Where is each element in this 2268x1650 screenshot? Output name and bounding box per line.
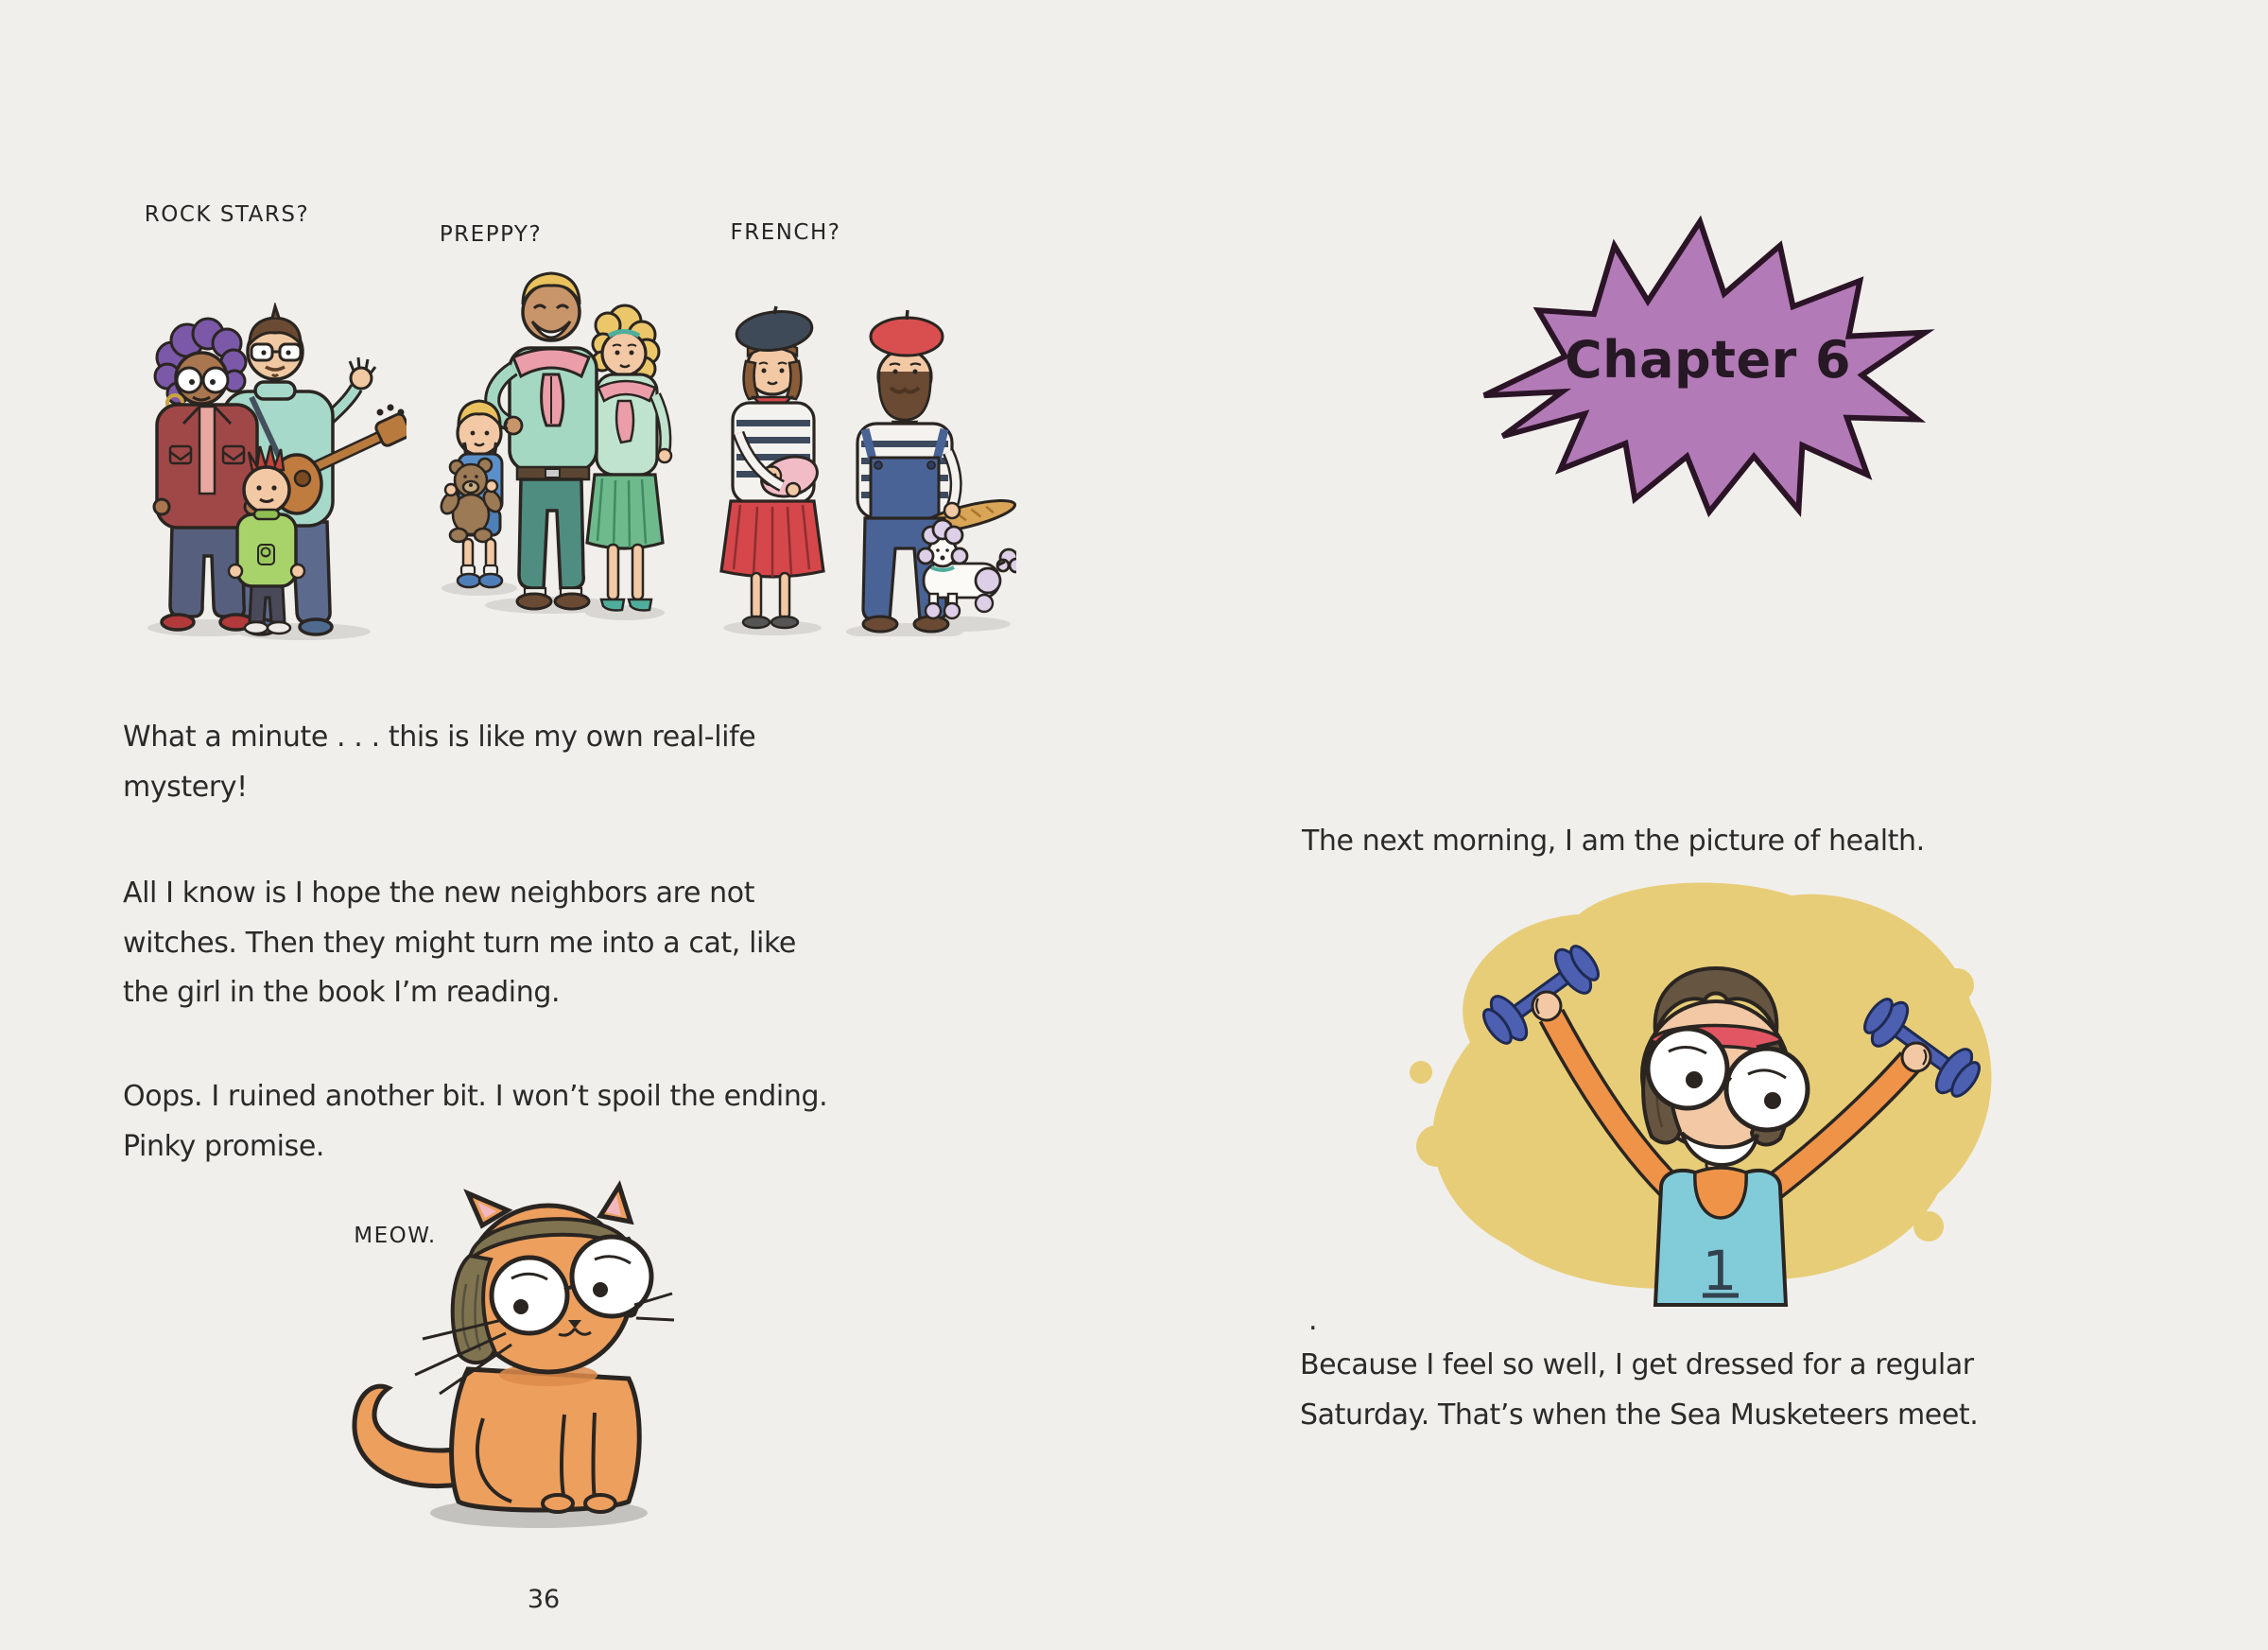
waving-hand bbox=[350, 357, 375, 389]
preppy-family-illustration bbox=[430, 263, 676, 632]
paragraph-3 bbox=[123, 1072, 827, 1172]
caption-preppy: PREPPY? bbox=[439, 222, 543, 247]
paragraph-2-line-2: witches. Then they might turn me into a cat, like bbox=[123, 926, 796, 960]
shirt-pocket bbox=[258, 545, 274, 564]
preppy-kid bbox=[438, 401, 505, 587]
stray-period: . bbox=[1308, 1304, 1318, 1337]
cat-caption-meow: MEOW. bbox=[354, 1224, 437, 1248]
paragraph-1-line-2: mystery! bbox=[123, 770, 248, 804]
paragraph-2-line-3: the girl in the book I’m reading. bbox=[123, 976, 561, 1009]
french-mom bbox=[721, 306, 823, 628]
cat-illustration bbox=[317, 1180, 676, 1539]
paragraph-bottom-line-1: Because I feel so well, I get dressed for a regular bbox=[1300, 1348, 1974, 1381]
rock-star-family-illustration bbox=[123, 303, 407, 643]
cat-eye-left bbox=[492, 1258, 567, 1333]
paragraph-1-line-1: What a minute . . . this is like my own real-life bbox=[123, 721, 756, 754]
paragraph-3-line-1: Oops. I ruined another bit. I won’t spoil the ending. bbox=[123, 1080, 828, 1113]
caption-french: FRENCH? bbox=[730, 220, 841, 245]
chapter-badge-label: Chapter 6 bbox=[1565, 330, 1852, 390]
paragraph-3-line-2: Pinky promise. bbox=[123, 1129, 325, 1163]
exercise-illustration bbox=[1376, 862, 2009, 1307]
preppy-mom bbox=[587, 305, 671, 611]
paragraph-bottom bbox=[1300, 1341, 1978, 1440]
right-page bbox=[1134, 0, 2268, 1650]
glasses-eye-left bbox=[1648, 1029, 1727, 1108]
paragraph-bottom-line-2: Saturday. That’s when the Sea Musketeers meet. bbox=[1300, 1398, 1979, 1432]
paragraph-2-line-1: All I know is I hope the new neighbors are not bbox=[123, 877, 755, 910]
poodle bbox=[918, 520, 1016, 618]
page-number: 36 bbox=[527, 1585, 561, 1614]
paragraph-top-line-1: The next morning, I am the picture of health. bbox=[1302, 825, 1925, 858]
paragraph-1 bbox=[123, 713, 755, 812]
paragraph-2 bbox=[123, 869, 796, 1018]
french-family-illustration bbox=[704, 282, 1016, 636]
cat-tail bbox=[355, 1386, 460, 1486]
vest-number: 1 bbox=[1702, 1239, 1738, 1303]
paragraph-top bbox=[1302, 817, 1925, 867]
preppy-dad bbox=[493, 273, 597, 609]
glasses-eye-right bbox=[1726, 1049, 1808, 1130]
caption-rock-stars: ROCK STARS? bbox=[144, 202, 310, 227]
